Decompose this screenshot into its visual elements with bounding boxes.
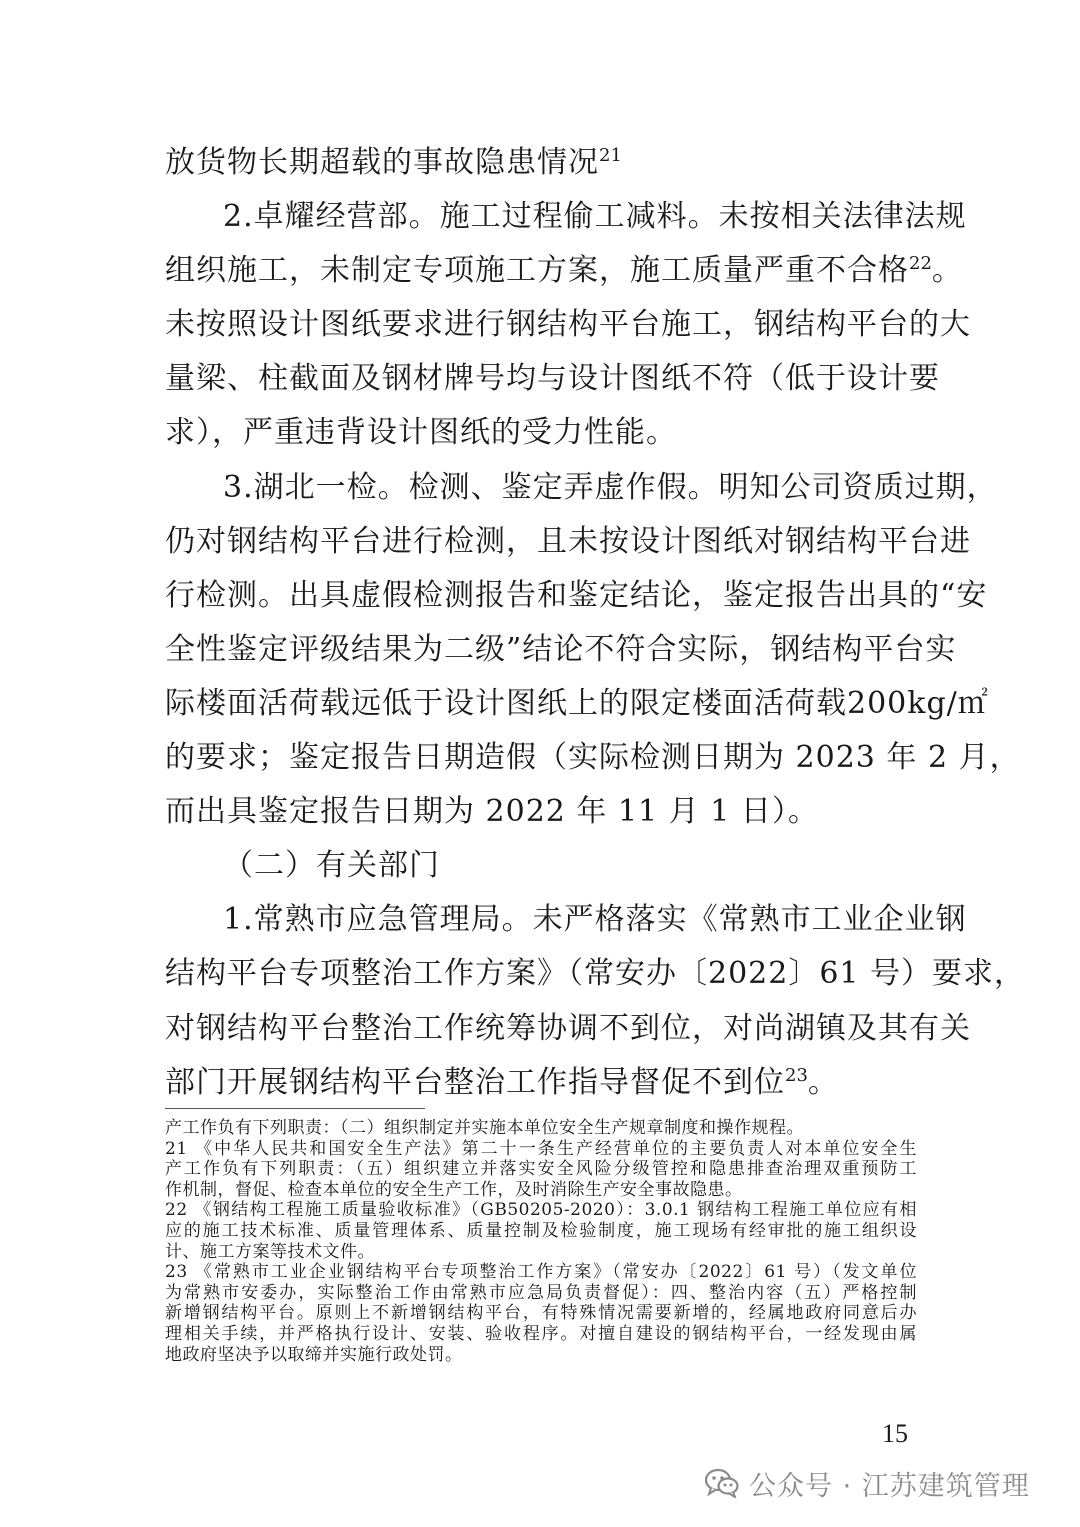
body-line: 而出具鉴定报告日期为 2022 年 11 月 1 日）。	[165, 794, 819, 830]
body-line: 行检测。出具虚假检测报告和鉴定结论，鉴定报告出具的“安	[165, 577, 988, 613]
body-line: 3.湖北一检。检测、鉴定弄虚作假。明知公司资质过期，	[223, 469, 998, 505]
footnote-line: 产工作负有下列职责：（二）组织制定并实施本单位安全生产规章制度和操作规程。	[165, 1118, 804, 1138]
body-line: 组织施工，未制定专项施工方案，施工质量严重不合格$^{22}$。	[165, 253, 963, 289]
footnote-line: 应的施工技术标准、质量管理体系、质量控制及检验制度，施工现场有经审批的施工组织设	[165, 1220, 917, 1241]
footnote-line: 21 《中华人民共和国安全生产法》第二十一条生产经营单位的主要负责人对本单位安全生	[165, 1138, 917, 1159]
page-number: 15	[882, 1419, 908, 1448]
footnote-line: 22 《钢结构工程施工质量验收标准》（GB50205-2020）：3.0.1 钢结构工程施工单位应有相	[165, 1200, 917, 1221]
body-line: 对钢结构平台整治工作统筹协调不到位，对尚湖镇及其有关	[165, 1010, 971, 1046]
body-text	[165, 136, 1026, 1110]
footnote-line: 为常熟市安委办，实际整治工作由常熟市应急局负责督促）：四、整治内容（五）严格控制	[165, 1282, 917, 1303]
body-line: 未按照设计图纸要求进行钢结构平台施工，钢结构平台的大	[165, 307, 971, 343]
footnote-ref[interactable]: 22	[909, 253, 932, 275]
footnote-line: 新增钢结构平台。原则上不新增钢结构平台，有特殊情况需要新增的，经属地政府同意后办	[165, 1303, 917, 1324]
footnote-line: 地政府坚决予以取缔并实施行政处罚。	[165, 1344, 463, 1365]
body-line: 放货物长期超载的事故隐患情况$^{21}$	[165, 145, 622, 180]
footnotes	[165, 1118, 917, 1365]
body-line: 的要求；鉴定报告日期造假（实际检测日期为 2023 年 2 月，	[165, 740, 1021, 776]
wechat-watermark	[705, 1463, 1030, 1503]
footnote-line: 计、施工方案等技术文件。	[165, 1241, 375, 1262]
body-line: 1.常熟市应急管理局。未严格落实《常熟市工业企业钢	[223, 902, 967, 938]
body-line: 全性鉴定评级结果为二级”结论不符合实际，钢结构平台实	[165, 631, 957, 667]
section-heading: （二）有关部门	[223, 848, 440, 884]
footnote-line: 作机制，督促、检查本单位的安全生产工作，及时消除生产安全事故隐患。	[165, 1179, 743, 1200]
footnote-ref[interactable]: 23	[785, 1064, 808, 1086]
body-line: 结构平台专项整治工作方案》（常安办〔2022〕61 号）要求，	[165, 956, 1026, 992]
body-line: 部门开展钢结构平台整治工作指导督促不到位$^{23}$。	[165, 1064, 839, 1100]
body-line: 求），严重违背设计图纸的受力性能。	[165, 415, 677, 451]
body-line: 际楼面活荷载远低于设计图纸上的限定楼面活荷载200kg/㎡	[165, 685, 989, 721]
footnote-line: 产工作负有下列职责：（五）组织建立并落实安全风险分级管控和隐患排查治理双重预防工	[165, 1159, 917, 1180]
footnote-line: 理相关手续，并严格执行设计、安装、验收程序。对擅自建设的钢结构平台，一经发现由属	[165, 1323, 917, 1344]
watermark-text: 公众号 · 江苏建筑管理	[749, 1470, 1030, 1502]
wechat-icon	[705, 1468, 739, 1498]
footnote-divider	[165, 1108, 425, 1109]
body-line: 2.卓耀经营部。施工过程偷工减料。未按相关法律法规	[223, 199, 967, 235]
footnote-ref[interactable]: 21	[599, 145, 622, 166]
body-line: 仍对钢结构平台进行检测，且未按设计图纸对钢结构平台进	[165, 523, 971, 559]
body-line: 量梁、柱截面及钢材牌号均与设计图纸不符（低于设计要	[165, 361, 940, 397]
footnote-line: 23 《常熟市工业企业钢结构平台专项整治工作方案》（常安办〔2022〕61 号）（发文单位	[165, 1262, 917, 1283]
